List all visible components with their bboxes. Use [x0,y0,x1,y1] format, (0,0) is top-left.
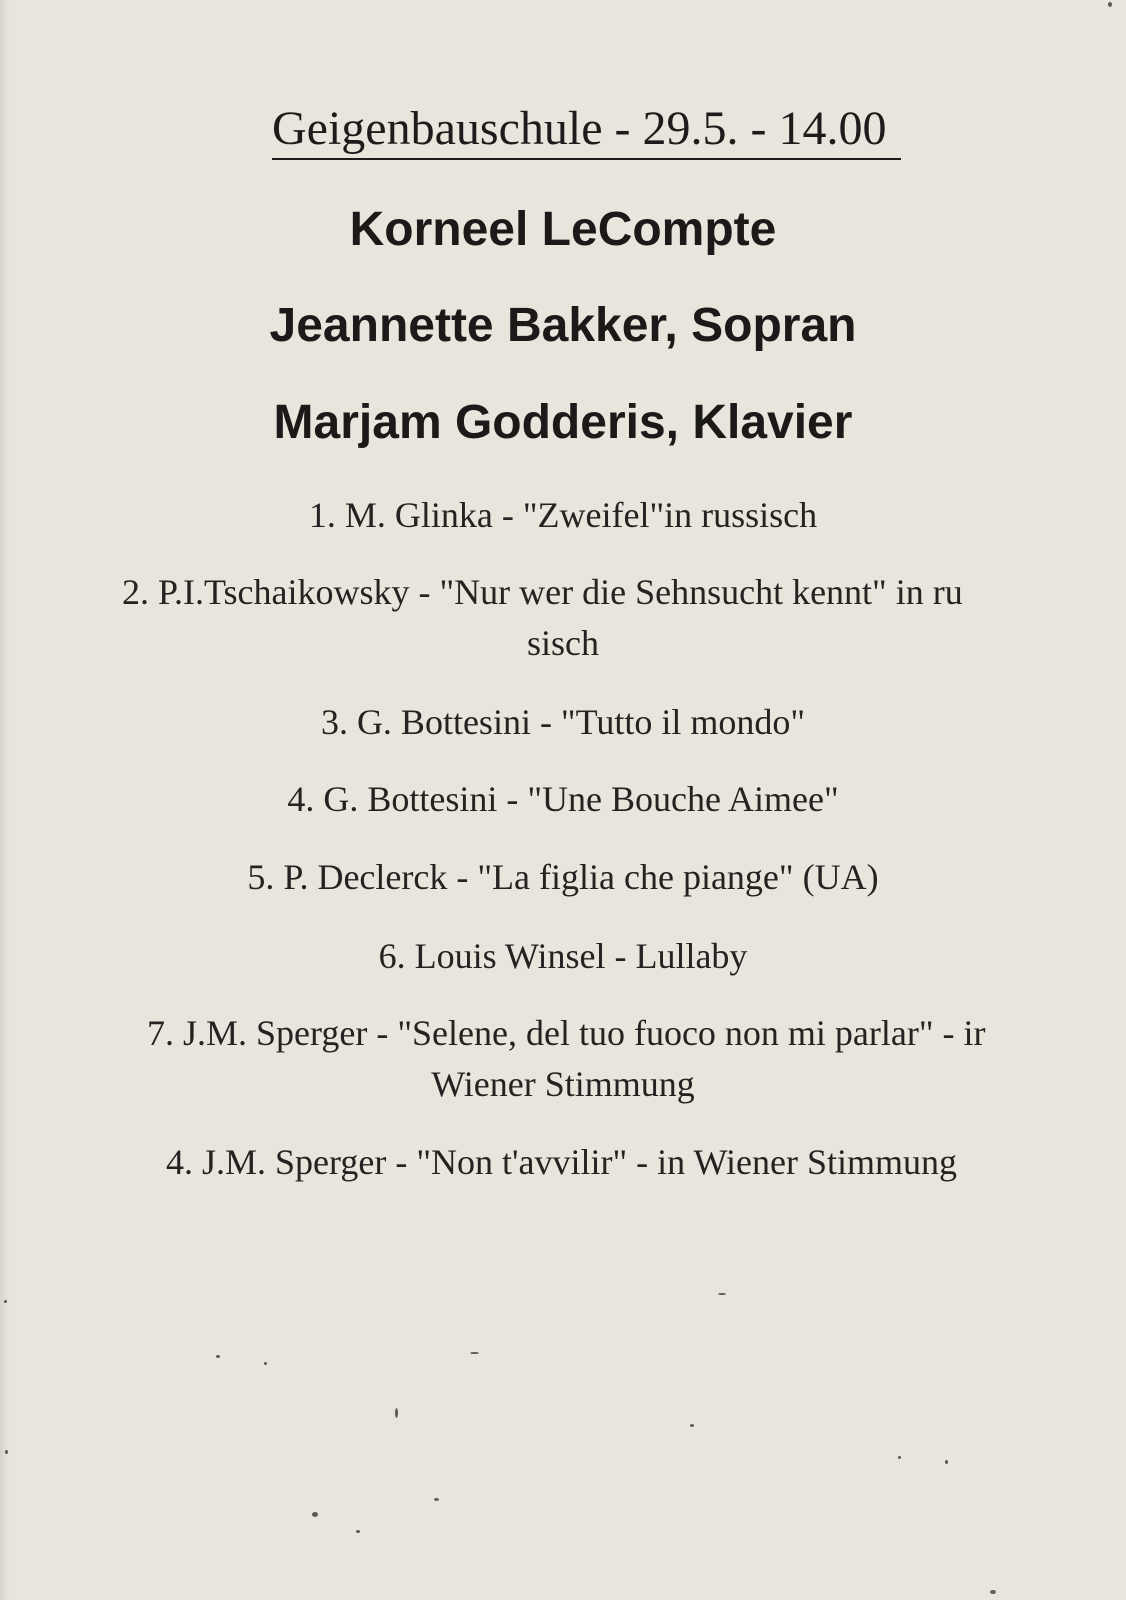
program-item-2-line-1: 2. P.I.Tschaikowsky - "Nur wer die Sehnsucht kennt" in ru [122,572,963,612]
paper-speck [470,1352,479,1354]
performer-piano: Marjam Godderis, Klavier [273,396,853,449]
program-item-6: 6. Louis Winsel - Lullaby [378,936,748,976]
paper-speck [216,1355,220,1358]
paper-speck [312,1512,318,1517]
performer-soprano: Jeannette Bakker, Sopran [269,299,857,352]
program-item-7-line-1: 7. J.M. Sperger - "Selene, del tuo fuoco non mi parlar" - ir [147,1013,986,1053]
paper-speck [718,1293,726,1295]
paper-speck [434,1498,439,1501]
program-item-4: 4. G. Bottesini - "Une Bouche Aimee" [287,779,839,819]
program-item-2-line-2: sisch [527,623,599,663]
paper-speck [395,1408,398,1418]
venue-date-heading: Geigenbauschule - 29.5. - 14.00 [272,100,901,160]
paper-speck [5,1450,8,1454]
program-item-5: 5. P. Declerck - "La figlia che piange" (UA) [247,857,879,897]
program-item-3: 3. G. Bottesini - "Tutto il mondo" [320,702,806,742]
paper-speck [1108,2,1112,7]
program-item-8: 4. J.M. Sperger - "Non t'avvilir" - in Wiener Stimmung [166,1142,958,1182]
paper-speck [945,1460,948,1464]
paper-speck [4,1300,7,1303]
performer-double-bass: Korneel LeCompte [349,203,777,256]
paper-speck [356,1530,360,1533]
paper-speck [990,1590,996,1594]
paper-speck [690,1424,694,1427]
paper-speck [264,1362,267,1365]
paper-speck [898,1456,901,1459]
program-item-1: 1. M. Glinka - "Zweifel"in russisch [308,495,818,535]
program-item-7-line-2: Wiener Stimmung [431,1064,695,1104]
